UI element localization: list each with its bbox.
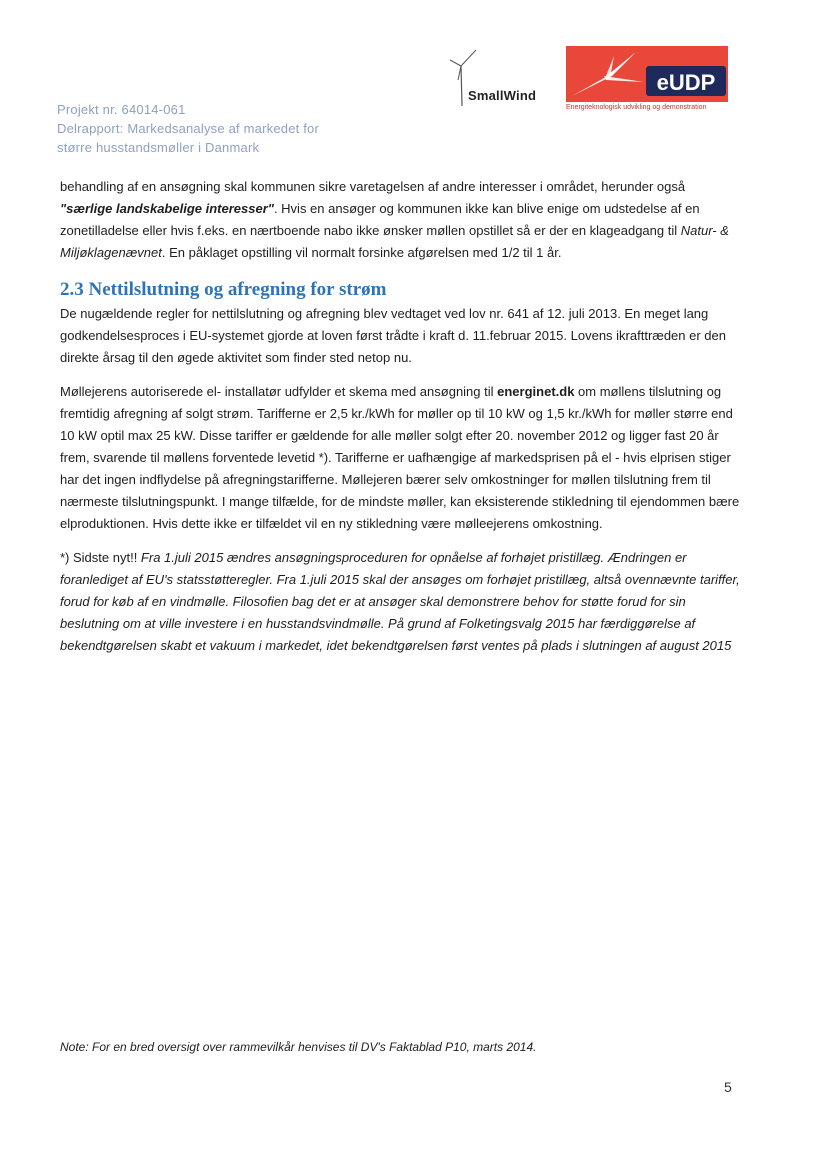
report-title-line2: større husstandsmøller i Danmark (57, 140, 260, 155)
eudp-logo-mark (566, 46, 728, 104)
energinet-link: energinet.dk (497, 384, 575, 399)
report-title-line1: Delrapport: Markedsanalyse af markedet for (57, 121, 320, 136)
section-paragraph-2: Møllejerens autoriserede el- installatør udfylder et skema med ansøgning til energinet.dk om møllens tilslutning og fremtidig afregning af solgt strøm. Tarifferne er 2,5 kr./kWh for møller op til 10 kW og 1,5 kr./kWh for møller større end 10 kW optil max 25 kW. Disse tariffer er gældende for alle møller solgt efter 20. november 2012 og ligger fast 20 år frem, svarende til møllens forventede levetid *). Tarifferne er uafhængige af markedsprisen på el - hvis elprisen stiger har det ingen indflydelse på afregningstarifferne. Møllejeren bærer selv omkostninger for møllen tilslutning frem til nærmeste tilslutningspunkt. I mange tilfælde, for de mindste møller, kan eksisterende stikledning til ejendommen bære elproduktionen. Hvis dette ikke er tilfældet vil en ny stikledning være mølleejerens omkostning. (60, 384, 740, 531)
page-number: 5 (724, 1079, 732, 1095)
eudp-logo (566, 46, 728, 112)
quoted-interest: "særlige landskabelige interesser" (60, 201, 274, 216)
document-body (60, 176, 740, 657)
footnote-paragraph: *) Sidste nyt!! Fra 1.juli 2015 ændres ansøgningsproceduren for opnåelse af forhøjet pristillæg. Ændringen er foranlediget af EU's statsstøtteregler. Fra 1.juli 2015 skal der ansøges om forhøjet pristillæg, altså ovennævnte tariffer, forud for køb af en vindmølle. Filosofien bag det er at ansøger skal demonstrere behov for støtte forud for sin beslutning om at ville investere i en husstandsvindmølle. På grund af Folketingsvalg 2015 har færdiggørelse af bekendtgørelsen skabt et vakuum i markedet, idet bekendtgørelsen først ventes på plads i slutningen af august 2015 (60, 550, 740, 653)
eudp-tagline: Energiteknologisk udvikling og demonstration (566, 104, 707, 111)
eudp-logo-text: eUDP (656, 70, 716, 95)
intro-paragraph: behandling af en ansøgning skal kommunen sikre varetagelsen af andre interesser i området, herunder også "særlige landskabelige interesser". Hvis en ansøger og kommunen ikke kan blive enige om udstedelse af en zonetilladelse eller hvis f.eks. en nærtboende nabo ikke ønsker møllen opstillet så er der en klageadgang til Natur- & Miljøklagenævnet. En påklaget opstilling vil normalt forsinke afgørelsen med 1/2 til 1 år. (60, 179, 729, 260)
project-number: Projekt nr. 64014-061 (57, 102, 186, 117)
project-header (57, 100, 387, 157)
smallwind-logo (446, 48, 546, 108)
footer-note: Note: For en bred oversigt over rammevilkår henvises til DV's Faktablad P10, marts 2014. (60, 1040, 537, 1054)
smallwind-logo-text: SmallWind (468, 88, 537, 103)
section-heading: 2.3 Nettilslutning og afregning for strøm (60, 279, 387, 300)
complaints-board: Natur- & Miljøklagenævnet (60, 223, 729, 260)
section-paragraph-1: De nugældende regler for nettilslutning og afregning blev vedtaget ved lov nr. 641 af 12. juli 2013. En meget lang godkendelsesproces i EU-systemet gjorde at loven først trådte i kraft d. 11.februar 2015. Lovens ikrafttræden er den direkte årsag til den øgede aktivitet som finder sted netop nu. (60, 306, 726, 365)
